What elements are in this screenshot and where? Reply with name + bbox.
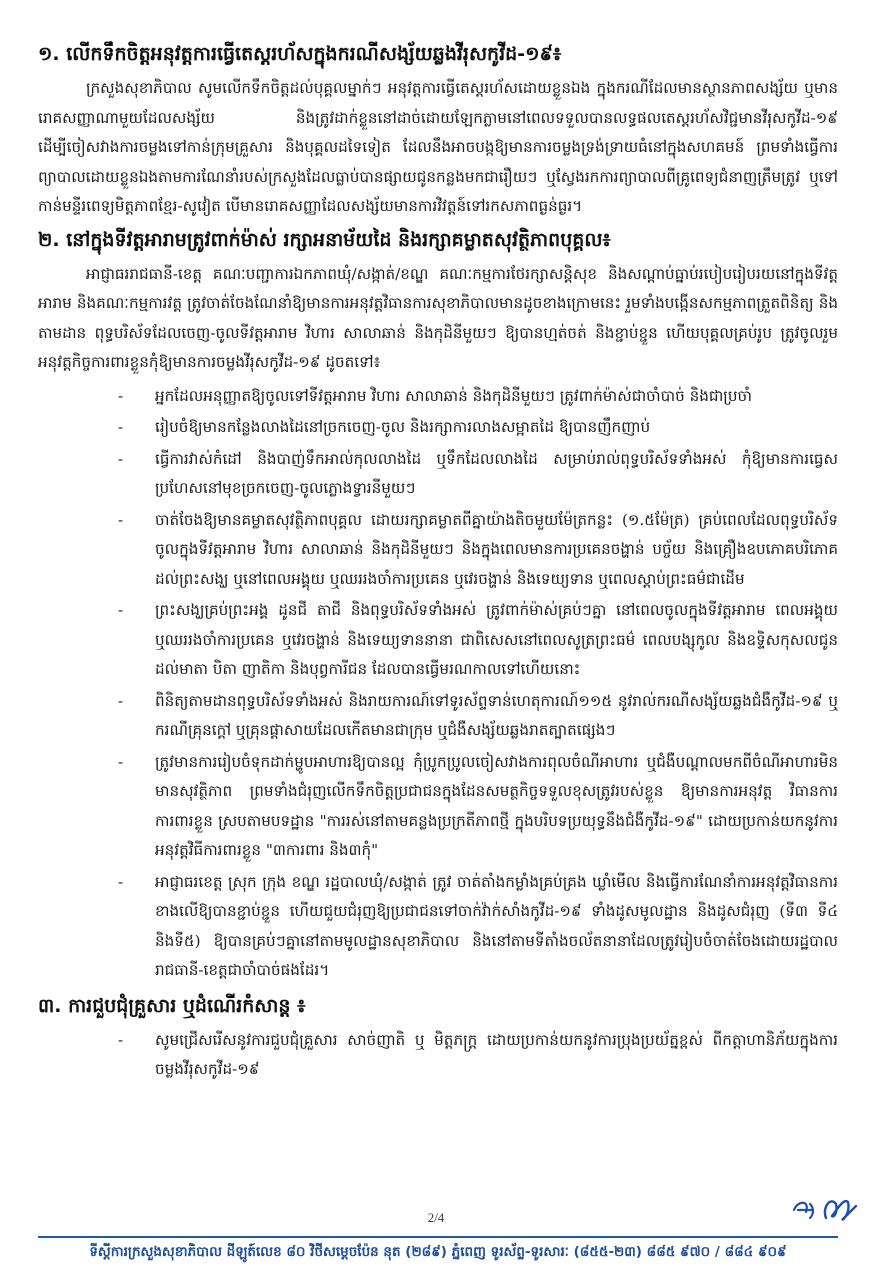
list-item-text: ត្រូវមានការរៀបចំទុកដាក់ម្ហូបអាហារឱ្យបានល្អ កុំប្រូកប្រូលចៀសវាងការពុលចំណីអាហារ ឬជំងឺបណ្តាលមកពីចំណីអាហារមិនមានសុវត្ថិភាព ព្រមទាំងជំរុញលើកទឹកចិត្តប្រជាជនក្នុងដែនសមត្ថកិច្ចទទួលខុសត្រូវរបស់ខ្លួន ឱ្យមានការអនុវត្ត វិធានការការពារខ្លួន ស្របតាមបទដ្ឋាន "ការរស់នៅតាមគន្លងប្រក្រតីភាពថ្មី ក្នុងបរិបទប្រយុទ្ធនឹងជំងឺកូវីដ-១៩" ដោយប្រកាន់យកនូវការអនុវត្តវិធីការពារខ្លួន "៣ការពារ និង៣កុំ" <box>155 752 838 859</box>
list-item-text: សូមជ្រើសរើសនូវការជួបជុំគ្រួសារ សាច់ញាតិ ឬ មិត្តភក្ត្រ ដោយប្រកាន់យកនូវការប្រុងប្រយ័ត្នខ្ពស់ ពីកត្តាហានិភ័យក្នុងការចម្លងវីរុសកូវីដ-១៩ <box>155 1030 838 1078</box>
section-3-heading: ៣. ការជួបជុំគ្រួសារ ឬដំណើរកំសាន្ត ៖ <box>38 994 306 1017</box>
page-number: 2/4 <box>427 1210 445 1225</box>
section-1-paragraph: ក្រសួងសុខាភិបាល សូមលើកទឹកចិត្តដល់បុគ្គលម្នាក់ៗ អនុវត្តការធ្វើតេស្តរហ័សដោយខ្លួនឯង ក្នុងករណីដែលមានស្ថានភាពសង្ស័យ ឬមានរោគសញ្ញាណាមួយដែលសង្ស័យ និងត្រូវដាក់ខ្លួននៅដាច់ដោយឡែកភ្លាមនៅពេលទទួលបានលទ្ធផលតេស្តរហ័សវិជ្ជមានវីរុសកូវីដ-១៩ ដើម្បីចៀសវាងការចម្លងទៅកាន់ក្រុមគ្រួសារ និងបុគ្គលដទៃទៀត ដែលនឹងអាចបង្កឱ្យមានការចម្លងទ្រង់ទ្រាយធំនៅក្នុងសហគមន៍ ព្រមទាំងធ្វើការព្យាបាលដោយខ្លួនឯងតាមការណែនាំរបស់ក្រសួងដែលធ្លាប់បានផ្សាយជូនកន្លងមកជារឿយៗ ឬស្វែងរកការព្យាបាលពីគ្រូពេទ្យជំនាញត្រឹមត្រូវ ឬទៅកាន់មន្ទីរពេទ្យមិត្តភាពខ្មែរ-សូវៀត បើមានរោគសញ្ញាដែលសង្ស័យមានការវិវត្តន៍ទៅរកសភាពធ្ងន់ធ្ងរ។ <box>38 79 838 215</box>
list-item <box>38 382 838 412</box>
section-1 <box>38 40 838 222</box>
list-item <box>38 748 838 866</box>
list-item-text: ចាត់ចែងឱ្យមានគម្លាតសុវត្ថិភាពបុគ្គល ដោយរក្សាគម្លាតពីគ្នាយ៉ាងតិចមួយម៉ែត្រកន្លះ (១.៥ម៉ែត្រ) គ្រប់ពេលដែលពុទ្ធបរិស័ទ ចូលក្នុងទីវត្តអារាម វិហារ សាលាឆាន់ និងកុដិនីមួយៗ និងក្នុងពេលមានការប្រគេនចង្ហាន់ បច្ច័យ និងគ្រឿងឧបភោគបរិភោគ ដល់ព្រះសង្ឃ ឬនៅពេលអង្គុយ ឬឈររងចាំការប្រគេន ឬវេរចង្ហាន់ និងទេយ្យទាន ឬពេលស្តាប់ព្រះធម៌ជាដើម <box>155 510 838 588</box>
dash-marker: - <box>118 752 124 771</box>
dash-marker: - <box>118 510 124 529</box>
list-item <box>38 868 838 986</box>
list-item <box>38 506 838 595</box>
list-item-text: ធ្វើការវាស់កំដៅ និងបាញ់ទឹកអាល់កុលលាងដៃ ឬទឹកដែលលាងដៃ សម្រាប់រាល់ពុទ្ធបរិស័ទទាំងអស់ កុំឱ្យមានការធ្វេសប្រហែសនៅមុខច្រកចេញ-ចូលភ្លោងទ្វារនីមួយៗ <box>155 449 838 497</box>
footer-address: ទីស្តីការក្រសួងសុខាភិបាល ដីឡូត៍លេខ ៨០ វិថីសម្តេចប៉ែន នុត (២៨៩) ភ្នំពេញ ទូរស័ព្ទ-ទូរសារៈ (៨៥៥-២៣) ៨៨៥ ៩៧០ / ៨៨៤ ៩០៩ <box>89 1244 787 1260</box>
dash-marker: - <box>118 601 124 619</box>
list-item-text: ពិនិត្យតាមដានពុទ្ធបរិស័ទទាំងអស់ និងរាយការណ៍ទៅទូរស័ព្ទទាន់ហេតុការណ៍១១៥ នូវរាល់ករណីសង្ស័យឆ្លងជំងឺកូវីដ-១៩ ឬករណីគ្រុនក្តៅ ឬគ្រុនផ្តាសាយដែលកើតមានជាក្រុម ឬជំងឺសង្ស័យឆ្លងរាតត្បាតផ្សេងៗ <box>155 691 838 739</box>
list-item-text: អាជ្ញាធរខេត្ត ស្រុក ក្រុង ខណ្ឌ រដ្ឋបាលឃុំ/សង្កាត់ ត្រូវ ចាត់តាំងកម្លាំងគ្រប់គ្រង ឃ្លាំមើល និងធ្វើការណែនាំការអនុវត្តវិធានការខាងលើឱ្យបានខ្ជាប់ខ្ជួន ហើយជួយជំរុញឱ្យប្រជាជនទៅចាក់វ៉ាក់សាំងកូវីដ-១៩ ទាំងដូសមូលដ្ឋាន និងដូសជំរុញ (ទី៣ ទី៤ និងទី៥) ឱ្យបានគ្រប់ៗគ្នានៅតាមមូលដ្ឋានសុខាភិបាល និងនៅតាមទីតាំងចល័តនានាដែលត្រូវរៀបចំចាត់ចែងដោយរដ្ឋបាលរាជធានី-ខេត្តជាចាំបាច់ផងដែរ។ <box>155 872 838 979</box>
dash-marker: - <box>118 691 124 710</box>
section-3-bullet-list <box>38 1026 838 1085</box>
list-item <box>38 445 838 504</box>
list-item-text: ព្រះសង្ឃគ្រប់ព្រះអង្គ ដូនជី តាជី និងពុទ្ធបរិស័ទទាំងអស់ ត្រូវពាក់ម៉ាស់គ្រប់ៗគ្នា នៅពេលចូលក្នុងទីវត្តអារាម ពេលអង្គុយ ឬឈររងចាំការប្រគេន ឬវេរចង្ហាន់ និងទេយ្យទាននានា ជាពិសេសនៅពេលសូត្រព្រះធម៌ ពេលបង្សុកូល និងឧទ្ទិសកុសលជូនដល់មាតា បិតា ញាតិកា និងបុព្វការីជន ដែលបានធ្វើមរណកាលទៅហើយនោះ <box>155 601 838 678</box>
list-item <box>38 1026 838 1085</box>
list-item-text: រៀបចំឱ្យមានកន្លែងលាងដៃនៅច្រកចេញ-ចូល និងរក្សាការលាងសម្អាតដៃ ឱ្យបានញឹកញាប់ <box>155 418 651 436</box>
dash-marker: - <box>118 449 124 468</box>
dash-marker: - <box>118 386 124 405</box>
section-2 <box>38 226 838 986</box>
section-2-bullet-list <box>38 382 838 986</box>
section-1-heading: ១. លើកទឹកចិត្តអនុវត្តការធ្វើតេស្តរហ័សក្នុងករណីសង្ស័យឆ្លងវីរុសកូវីដ-១៩៖ <box>38 43 562 65</box>
document-body <box>38 40 838 1091</box>
list-item <box>38 413 838 443</box>
list-item <box>38 687 838 746</box>
dash-marker: - <box>118 1030 124 1049</box>
section-2-paragraph: អាជ្ញាធររាជធានី-ខេត្ត គណៈបញ្ជាការឯកភាពឃុំ/សង្កាត់/ខណ្ឌ គណៈកម្មការថែរក្សាសន្តិសុខ និងសណ្តាប់ធ្នាប់របៀបរៀបរយនៅក្នុងទីវត្តអារាម និងគណៈកម្មការវត្ត ត្រូវចាត់ចែងណែនាំឱ្យមានការអនុវត្តវិធានការសុខាភិបាលមានដូចខាងក្រោមនេះ រួមទាំងបង្កើនសកម្មភាពត្រួតពិនិត្យ និងតាមដាន ពុទ្ធបរិស័ទដែលចេញ-ចូលទីវត្តអារាម វិហារ សាលាឆាន់ និងកុដិនីមួយៗ ឱ្យបានហ្មត់ចត់ និងខ្ជាប់ខ្ជួន ហើយបុគ្គលគ្រប់រូប ត្រូវចូលរួមអនុវត្តកិច្ចការពារខ្លួនកុំឱ្យមានការចម្លងវីរុសកូវីដ-១៩ ដូចតទៅ៖ <box>38 264 838 371</box>
list-item-text: អ្នកដែលអនុញ្ញាតឱ្យចូលទៅទីវត្តអារាម វិហារ សាលាឆាន់ និងកុដិនីមួយៗ ត្រូវពាក់ម៉ាស់ជាចាំបាច់ និងជាប្រចាំ <box>155 386 752 405</box>
section-3 <box>38 992 838 1085</box>
section-2-heading: ២. នៅក្នុងទីវត្តអារាមត្រូវពាក់ម៉ាស់ រក្សាអនាម័យដៃ និងរក្សាគម្លាតសុវត្ថិភាពបុគ្គល៖ <box>38 228 611 251</box>
dash-marker: - <box>118 872 124 891</box>
footer-divider <box>38 1236 838 1238</box>
list-item <box>38 596 838 685</box>
dash-marker: - <box>118 418 124 436</box>
